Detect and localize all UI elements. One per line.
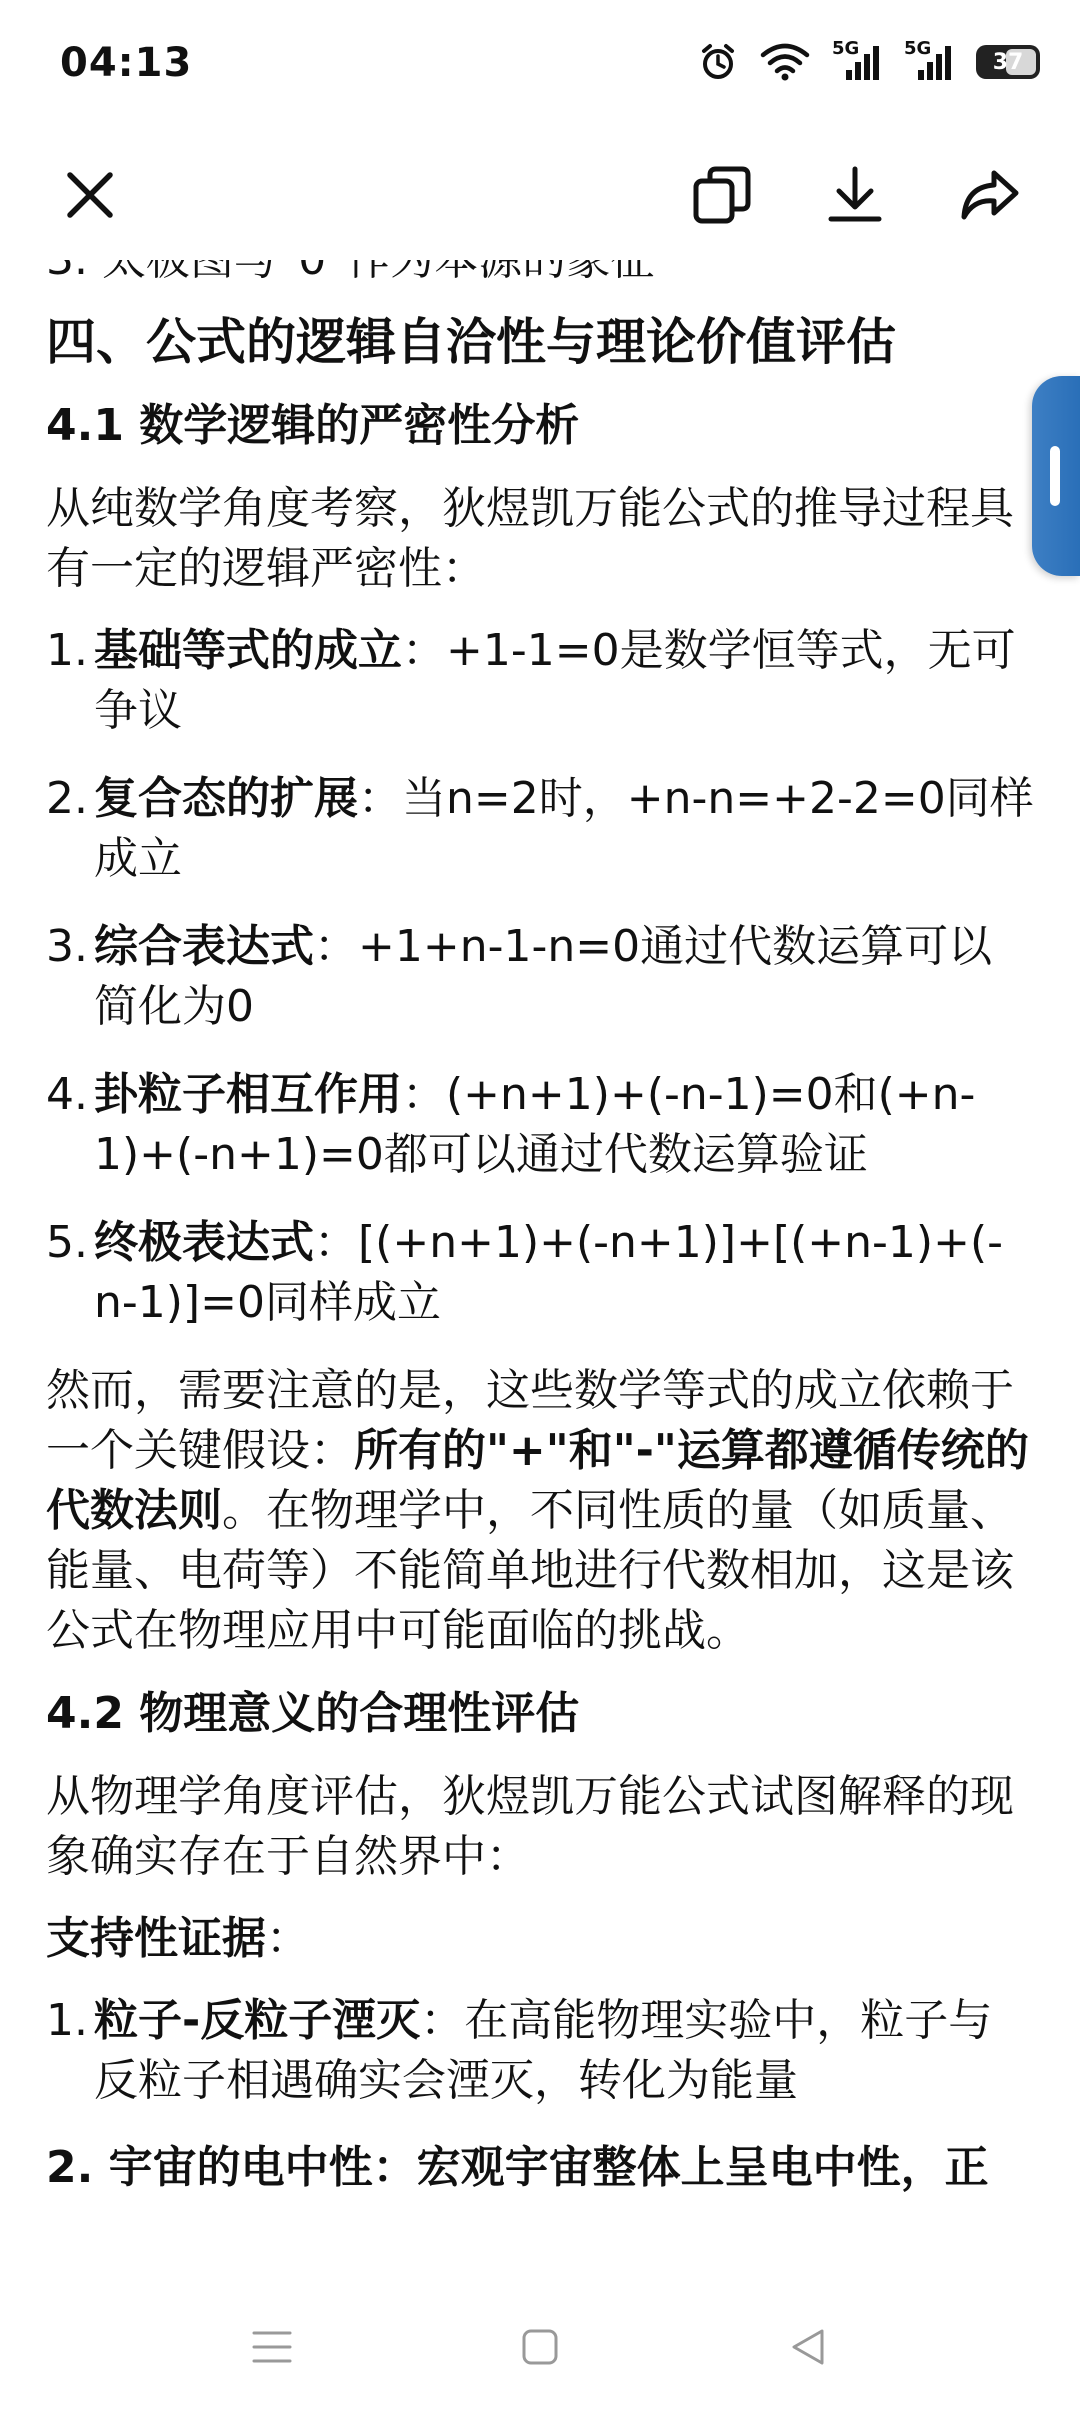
list-item: 1. 基础等式的成立：+1-1=0是数学恒等式，无可争议 — [46, 625, 1016, 736]
status-icons — [698, 38, 1040, 82]
list-4-2 — [46, 1991, 1036, 2111]
paragraph-4-1: 从纯数学角度考察，狄煜凯万能公式的推导过程具有一定的逻辑严密性： — [46, 483, 1014, 594]
close-button[interactable] — [35, 140, 145, 250]
nav-back-button[interactable] — [758, 2302, 858, 2392]
signal-icon — [832, 42, 882, 82]
subsection-heading-4-1: 4.1 数学逻辑的严密性分析 — [46, 400, 580, 451]
section-heading-4: 四、公式的逻辑自洽性与理论价值评估 — [46, 313, 896, 371]
copy-button[interactable] — [667, 140, 777, 250]
wifi-icon — [760, 43, 810, 81]
list-item: 2. 复合态的扩展：当n=2时，+n-n=+2-2=0同样成立 — [46, 773, 1034, 884]
back-icon — [788, 2327, 828, 2367]
alarm-icon — [698, 42, 738, 82]
navigation-bar — [0, 2282, 1080, 2412]
list-4-1 — [46, 621, 1036, 1333]
list-item: 4. 卦粒子相互作用：(+n+1)+(-n-1)=0和(+n-1)+(-n+1)=0都可以通过代数运算验证 — [46, 1069, 976, 1180]
download-icon — [825, 165, 885, 225]
battery-icon: 37 — [976, 45, 1040, 79]
close-icon — [62, 167, 118, 223]
paragraph-note: 然而，需要注意的是，这些数学等式的成立依赖于一个关键假设：所有的"+"和"-"运算都遵循传统的代数法则。在物理学中，不同性质的量（如质量、能量、电荷等）不能简单地进行代数相加，这是该公式在物理应用中可能面临的挑战。 — [46, 1365, 1029, 1656]
grip-icon — [1050, 446, 1060, 506]
share-button[interactable] — [935, 140, 1045, 250]
signal-5g-1: 5G — [832, 42, 882, 82]
nav-menu-button[interactable] — [222, 2302, 322, 2392]
document-content — [46, 225, 1036, 2275]
paragraph-4-2: 从物理学角度评估，狄煜凯万能公式试图解释的现象确实存在于自然界中： — [46, 1771, 1014, 1882]
signal-icon — [904, 42, 954, 82]
home-icon — [520, 2327, 560, 2367]
signal-5g-2: 5G — [904, 42, 954, 82]
subsection-heading-4-2: 4.2 物理意义的合理性评估 — [46, 1688, 580, 1739]
list-item: 5. 终极表达式：[(+n+1)+(-n+1)]+[(+n-1)+(-n-1)]=0同样成立 — [46, 1217, 1004, 1328]
download-button[interactable] — [800, 140, 910, 250]
status-bar — [0, 0, 1080, 140]
cut-list-item: 2. 宇宙的电中性：宏观宇宙整体上呈电中性，正 — [46, 2142, 989, 2193]
menu-icon — [250, 2327, 294, 2367]
side-scroll-handle[interactable] — [1032, 376, 1080, 576]
nav-home-button[interactable] — [490, 2302, 590, 2392]
status-time: 04:13 — [60, 40, 193, 86]
share-icon — [958, 165, 1022, 225]
list-item: 1. 粒子-反粒子湮灭：在高能物理实验中，粒子与反粒子相遇确实会湮灭，转化为能量 — [46, 1995, 993, 2106]
top-toolbar — [0, 140, 1080, 260]
support-heading: 支持性证据： — [46, 1913, 310, 1964]
list-item: 3. 综合表达式：+1+n-1-n=0通过代数运算可以简化为0 — [46, 921, 993, 1032]
copy-icon — [692, 165, 752, 225]
